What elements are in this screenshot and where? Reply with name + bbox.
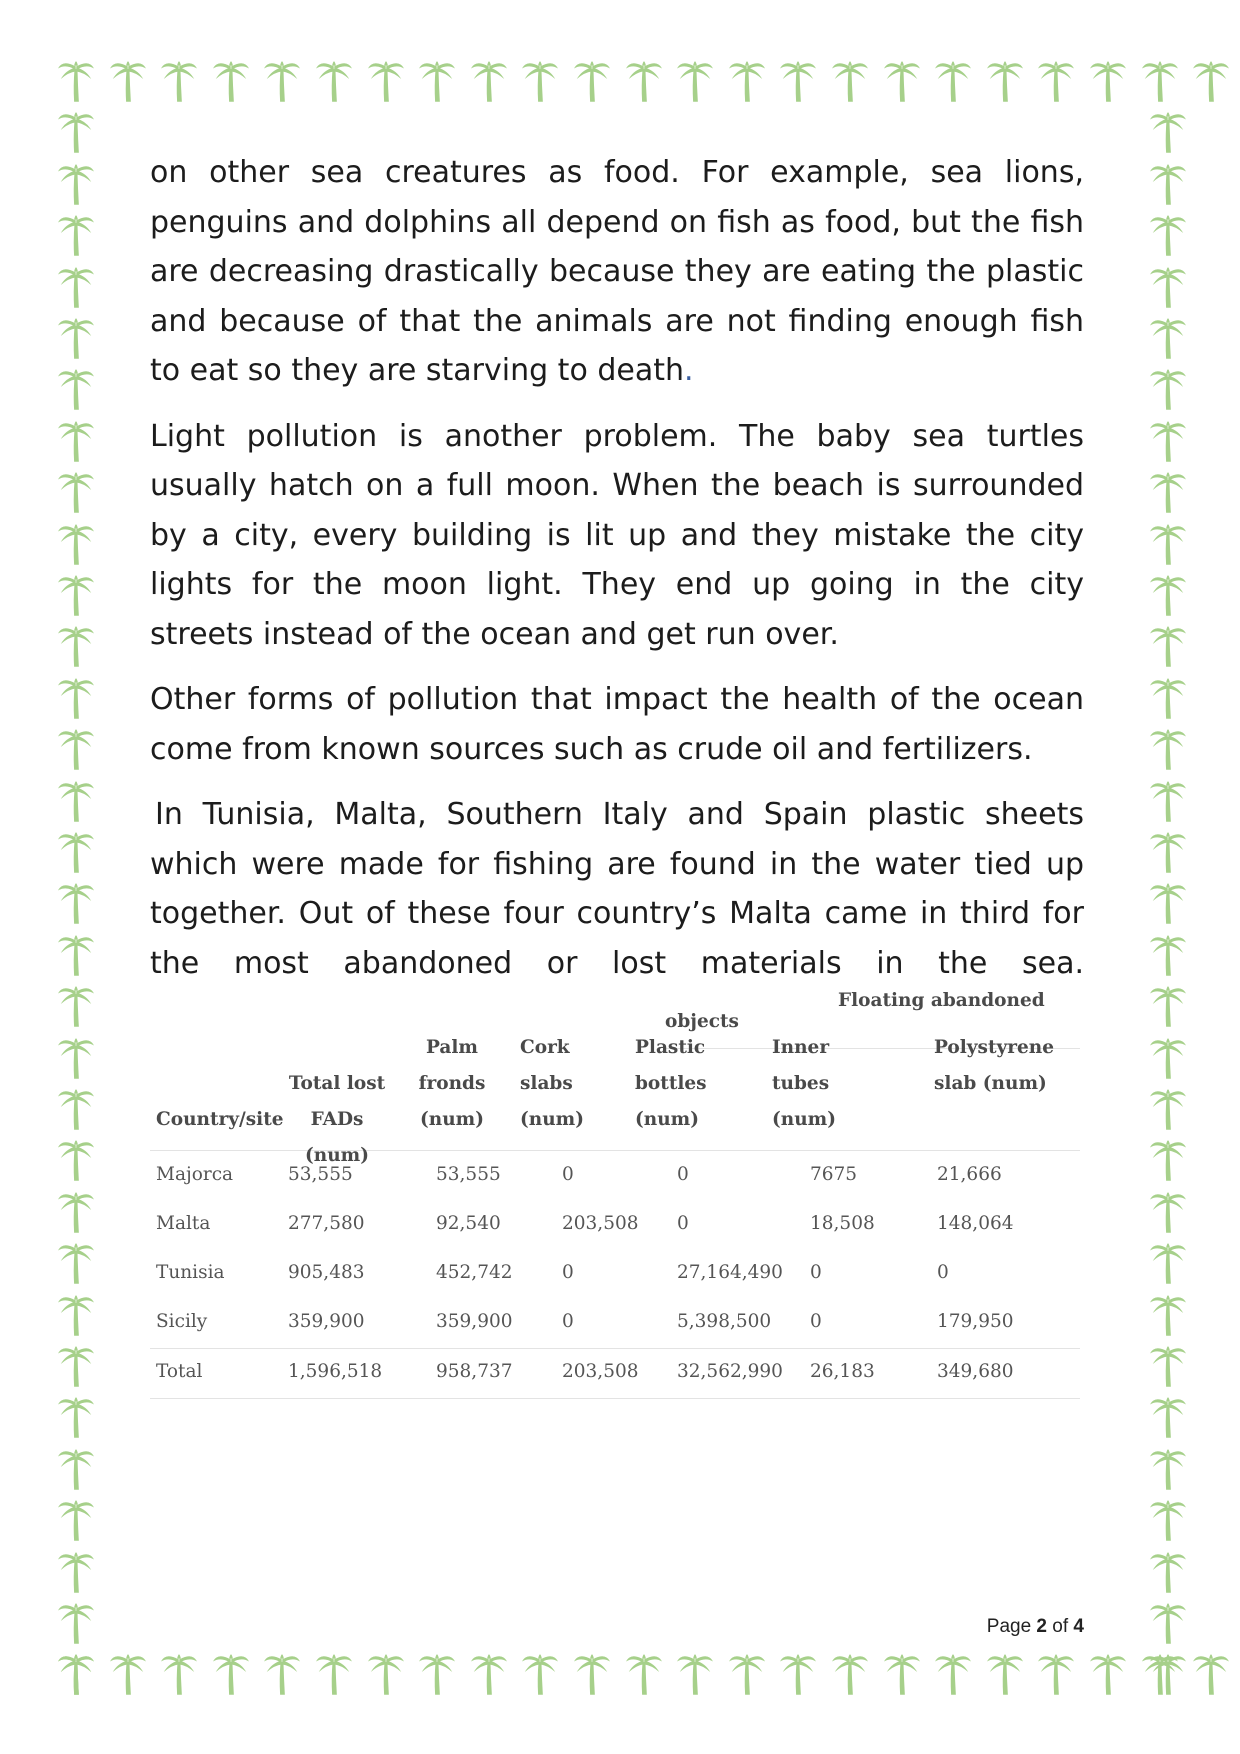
palm-tree-icon [57,363,95,411]
palm-tree-icon [109,55,147,103]
table-cell: 349,680 [937,1361,1014,1382]
table-cell: 21,666 [937,1164,1002,1185]
palm-tree-icon [57,1494,95,1542]
palm-tree-icon [676,1648,714,1696]
palm-tree-icon [779,1648,817,1696]
palm-tree-icon [1192,55,1230,103]
table-cell: 203,508 [562,1213,639,1234]
palm-tree-icon [57,1391,95,1439]
palm-tree-icon [57,1340,95,1388]
table-cell: 5,398,500 [677,1311,772,1332]
palm-tree-icon [521,55,559,103]
table-cell: Majorca [156,1164,234,1185]
palm-tree-icon [934,1648,972,1696]
palm-tree-icon [315,1648,353,1696]
column-header-cork-slabs: Cork slabs (num) [520,1037,584,1130]
table-row [150,1152,1080,1201]
palm-tree-icon [728,55,766,103]
table-cell: 18,508 [810,1213,875,1234]
page-total: 4 [1073,1616,1084,1637]
palm-tree-icon [1149,209,1187,257]
palm-tree-icon [57,106,95,154]
palm-tree-icon [1149,1186,1187,1234]
palm-tree-icon [573,1648,611,1696]
table-cell: 0 [562,1311,574,1332]
table-cell: Sicily [156,1311,208,1332]
palm-tree-icon [573,55,611,103]
palm-tree-icon [57,1289,95,1337]
palm-tree-icon [831,1648,869,1696]
palm-tree-icon [1149,261,1187,309]
paragraph-1-text: on other sea creatures as food. For example, sea lions, penguins and dolphins all depend on fish as food, but the fish are decreasing drastically because they are eating the plastic and because of that the animals are not finding enough fish to eat so they are starving to death [150,155,1084,388]
table-cell: Malta [156,1213,211,1234]
palm-tree-icon [263,55,301,103]
palm-tree-icon [57,1648,95,1696]
table-cell: 26,183 [810,1361,875,1382]
page-number: 2 [1036,1616,1047,1637]
palm-tree-icon [367,55,405,103]
palm-tree-icon [625,55,663,103]
palm-tree-icon [1149,672,1187,720]
palm-tree-icon [57,466,95,514]
palm-tree-icon [57,158,95,206]
palm-tree-icon [57,415,95,463]
palm-tree-icon [367,1648,405,1696]
table-cell: 203,508 [562,1361,639,1382]
palm-tree-icon [1149,1546,1187,1594]
paragraph-1 [150,148,1084,396]
palm-tree-icon [883,55,921,103]
palm-tree-icon [57,775,95,823]
column-header-country: Country/site [156,1109,284,1130]
table-cell: 27,164,490 [677,1262,783,1283]
palm-tree-icon [57,1083,95,1131]
palm-tree-icon [1037,1648,1075,1696]
palm-tree-icon [57,1134,95,1182]
palm-tree-icon [212,1648,250,1696]
palm-tree-icon [1149,1340,1187,1388]
palm-tree-icon [1149,158,1187,206]
body-text [150,148,1084,1004]
table-cell: 0 [677,1164,689,1185]
paragraph-4: In Tunisia, Malta, Southern Italy and Spain plastic sheets which were made for fishing are found in the water tied up together. Out of these four country’s Malta came in third for the most abandoned or lost materials in the sea. [150,797,1084,981]
palm-tree-icon [1149,1391,1187,1439]
palm-tree-icon [57,261,95,309]
table-cell: 0 [562,1262,574,1283]
palm-tree-icon [521,1648,559,1696]
palm-tree-icon [160,55,198,103]
palm-tree-icon [57,55,95,103]
palm-tree-icon [1149,466,1187,514]
table-row [150,1250,1080,1299]
palm-tree-icon [418,1648,456,1696]
palm-tree-icon [1149,1648,1187,1696]
palm-tree-icon [1149,569,1187,617]
palm-tree-icon [1149,1289,1187,1337]
table-group-header: Floating abandoned objects [665,990,1080,1049]
table-cell: 0 [562,1164,574,1185]
column-header-plastic-bottles: Plastic bottles (num) [635,1037,707,1130]
palm-tree-icon [1149,877,1187,925]
palm-tree-icon [470,55,508,103]
palm-tree-icon [934,55,972,103]
palm-tree-icon [57,1032,95,1080]
palm-tree-icon [1149,1494,1187,1542]
palm-tree-icon [1149,518,1187,566]
palm-tree-icon [779,55,817,103]
palm-tree-icon [57,1186,95,1234]
palm-tree-icon [1149,826,1187,874]
palm-tree-icon [57,620,95,668]
palm-tree-icon [1141,55,1179,103]
table-row [150,1201,1080,1250]
table-cell: 148,064 [937,1213,1014,1234]
palm-tree-icon [57,518,95,566]
palm-tree-icon [1149,363,1187,411]
palm-tree-icon [212,55,250,103]
page-footer [960,1616,1084,1638]
palm-tree-icon [986,55,1024,103]
table-cell: 359,900 [288,1311,365,1332]
table-cell: 958,737 [436,1361,513,1382]
table-cell: 905,483 [288,1262,365,1283]
palm-tree-icon [57,929,95,977]
palm-tree-icon [109,1648,147,1696]
palm-tree-icon [315,55,353,103]
palm-tree-icon [57,723,95,771]
palm-tree-icon [1149,929,1187,977]
palm-tree-icon [418,55,456,103]
table-cell: 92,540 [436,1213,501,1234]
table-cell: 179,950 [937,1311,1014,1332]
column-header-total-lost-fads: Total lost FADs (num) [288,1073,386,1166]
palm-tree-icon [57,1443,95,1491]
palm-tree-icon [1037,55,1075,103]
palm-tree-icon [470,1648,508,1696]
table-cell: 359,900 [436,1311,513,1332]
palm-tree-icon [1089,55,1127,103]
table-cell: 0 [810,1262,822,1283]
palm-tree-icon [1149,1134,1187,1182]
palm-tree-icon [1149,1443,1187,1491]
palm-tree-icon [1192,1648,1230,1696]
palm-tree-icon [1149,106,1187,154]
paragraph-3: Other forms of pollution that impact the health of the ocean come from known sources such as crude oil and fertilizers. [150,682,1084,767]
palm-tree-icon [57,1237,95,1285]
table-cell: Tunisia [156,1262,225,1283]
palm-tree-icon [1149,775,1187,823]
palm-tree-icon [1089,1648,1127,1696]
palm-tree-icon [57,672,95,720]
table-cell: 277,580 [288,1213,365,1234]
of-label: of [1052,1616,1069,1637]
table-cell: 0 [810,1311,822,1332]
palm-tree-icon [57,1597,95,1645]
palm-tree-icon [1149,980,1187,1028]
paragraph-2: Light pollution is another problem. The baby sea turtles usually hatch on a full moon. When the beach is surrounded by a city, every building is lit up and they mistake the city lights for the moon light. They end up going in the city streets instead of the ocean and get run over. [150,418,1084,652]
palm-tree-icon [831,55,869,103]
palm-tree-icon [57,312,95,360]
palm-tree-icon [625,1648,663,1696]
palm-tree-icon [1149,1597,1187,1645]
paragraph-1-period: . [684,353,694,388]
palm-tree-icon [1149,1237,1187,1285]
table-cell: 53,555 [436,1164,501,1185]
palm-tree-icon [1149,415,1187,463]
palm-tree-icon [728,1648,766,1696]
table-cell: 7675 [810,1164,858,1185]
palm-tree-icon [57,569,95,617]
palm-tree-icon [1149,620,1187,668]
table-cell: 32,562,990 [677,1361,783,1382]
table-cell: 0 [677,1213,689,1234]
table-header-row [150,1037,1080,1166]
column-header-palm-fronds: Palm fronds (num) [418,1037,486,1130]
table-cell: Total [156,1361,203,1382]
column-header-inner-tubes: Inner tubes (num) [772,1037,836,1130]
palm-tree-icon [1149,1032,1187,1080]
palm-tree-icon [160,1648,198,1696]
palm-tree-icon [57,1546,95,1594]
palm-tree-icon [57,826,95,874]
palm-tree-icon [57,209,95,257]
table-total-row [150,1348,1080,1399]
table-cell: 0 [937,1262,949,1283]
palm-tree-icon [1149,312,1187,360]
palm-tree-icon [1149,1083,1187,1131]
palm-tree-icon [263,1648,301,1696]
page-label: Page [986,1616,1032,1637]
table-cell: 1,596,518 [288,1361,383,1382]
palm-tree-icon [57,877,95,925]
palm-tree-icon [676,55,714,103]
palm-tree-icon [1149,723,1187,771]
table-row [150,1299,1080,1348]
table-cell: 452,742 [436,1262,513,1283]
palm-tree-icon [57,980,95,1028]
table-cell: 53,555 [288,1164,353,1185]
palm-tree-icon [986,1648,1024,1696]
column-header-polystyrene-slab: Polystyrene slab (num) [934,1037,1054,1094]
palm-tree-icon [883,1648,921,1696]
